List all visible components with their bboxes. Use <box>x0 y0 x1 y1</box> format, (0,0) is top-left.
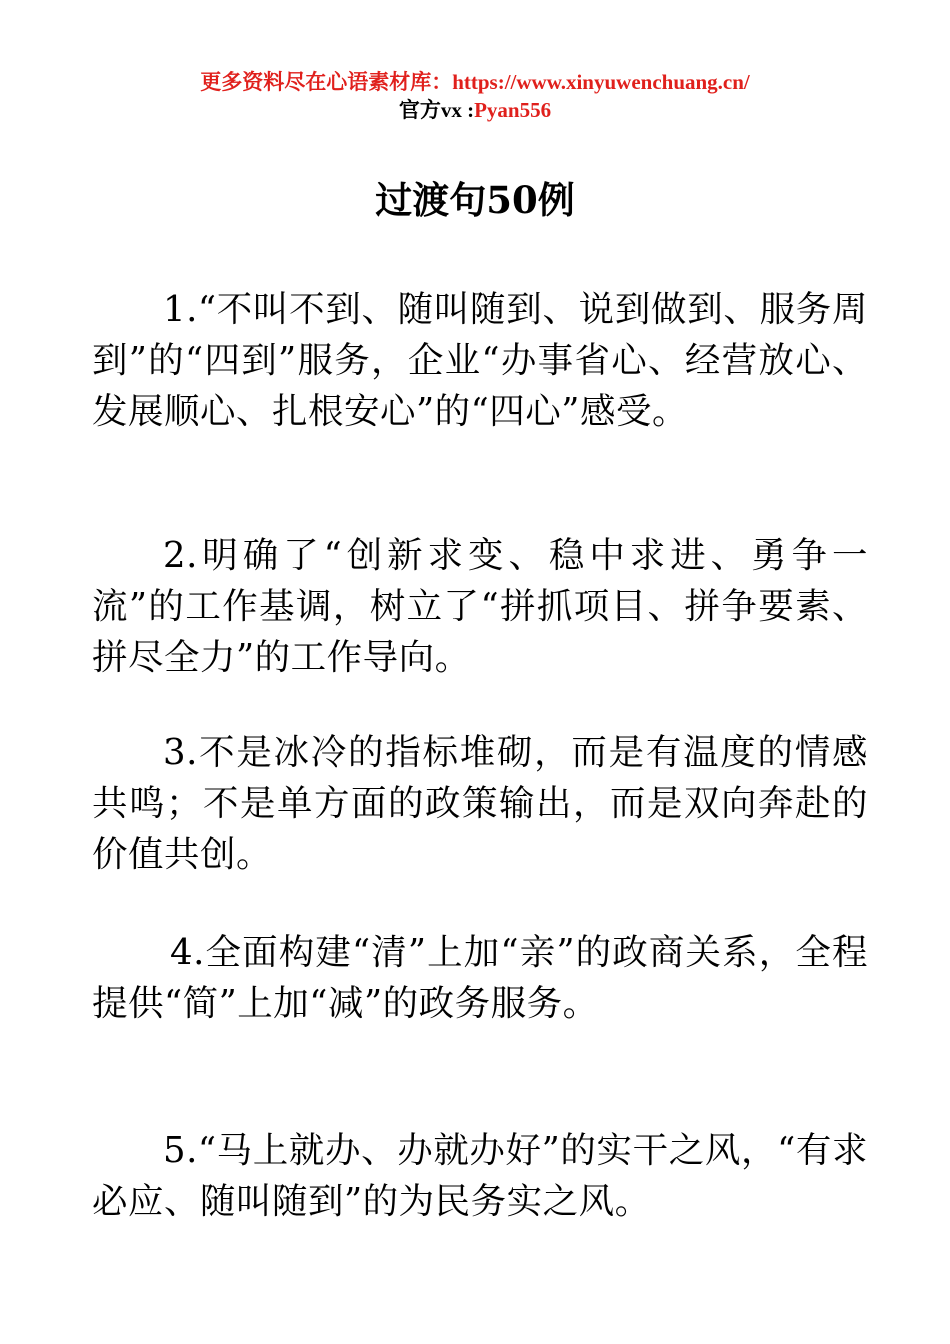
page-header <box>0 68 950 124</box>
paragraph-4: 4.全面构建“清”上加“亲”的政商关系，全程提供“简”上加“减”的政务服务。 <box>92 932 868 1024</box>
paragraph-1: 1.“不叫不到、随叫随到、说到做到、服务周到”的“四到”服务，企业“办事省心、经营放心、发展顺心、扎根安心”的“四心”感受。 <box>92 289 868 432</box>
header-source-url[interactable]: https://www.xinyuwenchuang.cn/ <box>452 70 750 94</box>
header-line-contact <box>0 96 950 124</box>
header-contact-label: 官方vx : <box>398 98 475 122</box>
paragraph-3: 3.不是冰冷的指标堆砌，而是有温度的情感共鸣；不是单方面的政策输出，而是双向奔赴的价值共创。 <box>92 732 868 875</box>
header-line-source <box>0 68 950 96</box>
header-source-label: 更多资料尽在心语素材库： <box>200 70 453 94</box>
paragraph-5: 5.“马上就办、办就办好”的实干之风，“有求必应、随叫随到”的为民务实之风。 <box>92 1130 868 1222</box>
header-contact-id: Pyan556 <box>474 98 552 122</box>
document-title: 过渡句50例 <box>375 178 575 222</box>
paragraph-2: 2.明确了“创新求变、稳中求进、勇争一流”的工作基调，树立了“拼抓项目、拼争要素、拼尽全力”的工作导向。 <box>92 535 868 678</box>
